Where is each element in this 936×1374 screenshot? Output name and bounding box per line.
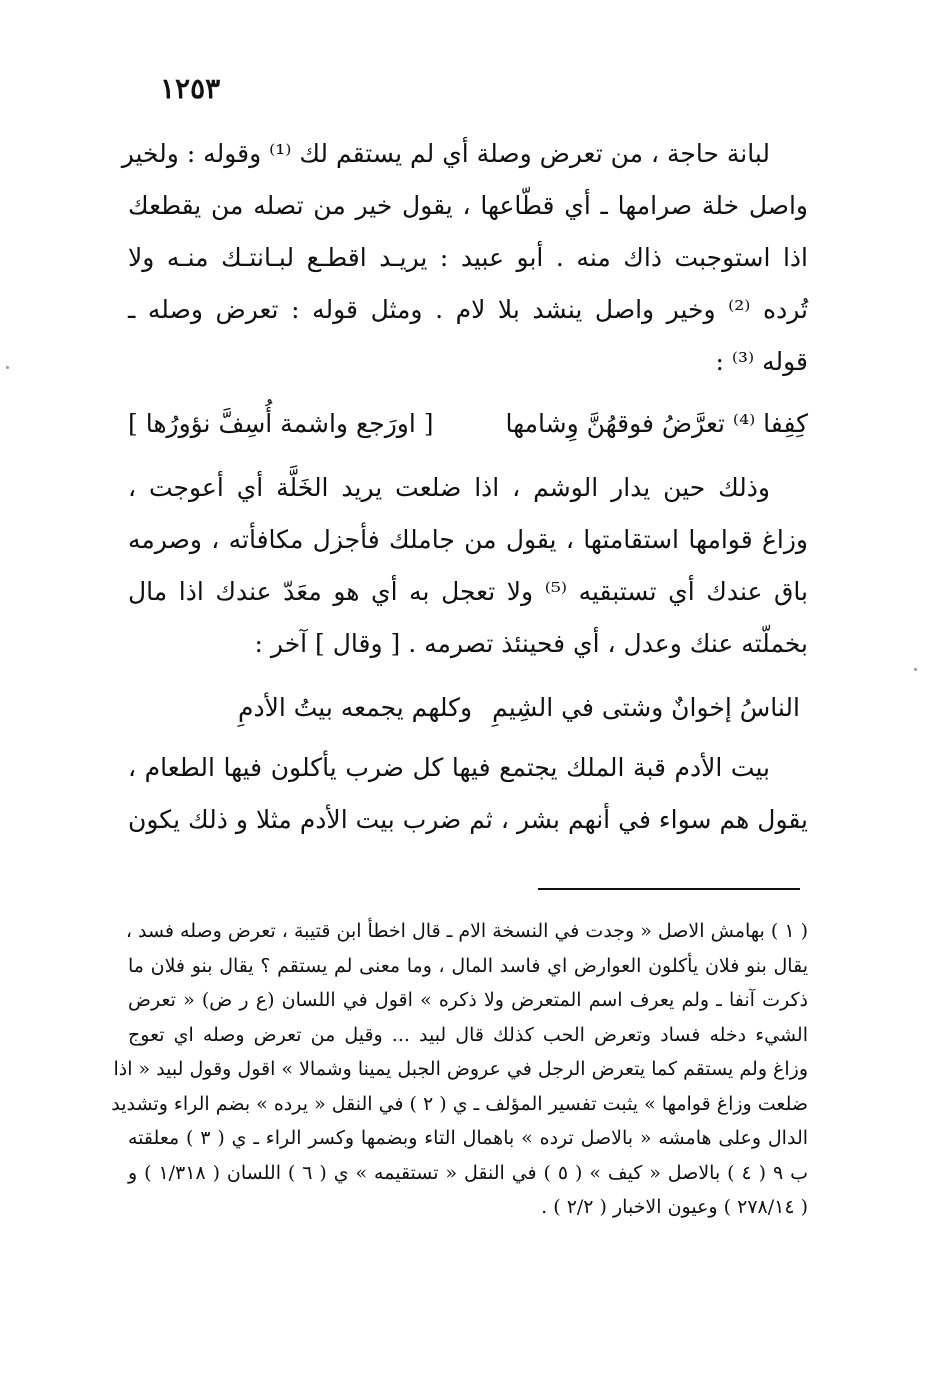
footnotes [111,914,809,1225]
text-line: اذا استوجبت ذاك منه . أبو عبيد : يريـد اقطـع لبـانتـك منـه ولا [128,243,808,272]
footnote-line: ضلعت وزاغ قوامها » يثبت تفسير المؤلف ـ ي ( ٢ ) في النقل « يرده » بضم الراء وتشديد [111,1092,808,1115]
footnote-line: ( ١ ) بهامش الاصل « وجدت في النسخة الام ـ قال اخطأ ابن قتيبة ، تعرض وصله فسد ، [125,920,808,942]
scan-speck [6,366,9,369]
footnote-line: وزاغ ولم يستقم كما يتعرض الرجل في عروض الجبل يمينا وشمالا » اقول وقول لبيد « اذا [113,1058,808,1080]
paragraph-3 [128,742,808,846]
text-line: بخملّته عنك وعدل ، أي فحينئذ تصرمه . [ وقال ] آخر : [254,629,808,658]
footnote-line: يقال بنو فلان يأكلون العوارض اي فاسد المال ، وما معنى لم يستقم ؟ يقال بنو فلان ما [128,954,808,977]
footnote-line: ذكرت آنفا ـ ولم يعرف اسم المتعرض ولا ذكره » اقول في اللسان (ع ر ض) « تعرض [128,989,808,1011]
footnote-line: ب ٩ ( ٤ ) بالاصل « كيف » ( ٥ ) في النقل « تستقيمه » ي ( ٦ ) اللسان ( ١/٣١٨ ) و [128,1161,809,1184]
page-number: ١٢٥٣ [160,72,221,105]
text-line: قوله ⁽³⁾ : [715,347,808,376]
footnote-divider [538,888,800,890]
footnote-line: ( ٢٧٨/١٤ ) وعيون الاخبار ( ٢/٢ ) . [541,1196,808,1218]
text-line: وذلك حين يدار الوشم ، اذا ضلعت يريد الخَلَّة أي أعوجت ، [128,473,770,502]
verse-hemistich-second: [ اورَجع واشمة أُسِفَّ نؤورُها ] [128,409,434,438]
paragraph-2 [128,462,808,670]
verse-hemistich-first: كِفِفا ⁽⁴⁾ تعرَّضُ فوقهُنَّ وِشامها [505,409,808,438]
verse-hemistich-second: وكلهم يجمعه بيتُ الأدمِ [237,693,473,722]
verse-2 [160,682,800,734]
text-line: باق عندك أي تستبقيه ⁽⁵⁾ ولا تعجل به أي هو معَدّ عندك اذا مال [128,577,809,606]
text-line: بيت الأدم قبة الملك يجتمع فيها كل ضرب يأكلون فيها الطعام ، [128,753,770,782]
paragraph-1 [121,128,809,388]
verse-1 [128,398,808,450]
text-line: واصل خلة صرامها ـ أي قطّاعها ، يقول خير من تصله من يقطعك [128,191,808,220]
text-line: وزاغ قوامها استقامتها ، يقول من جاملك فأجزل مكافأته ، وصرمه [128,525,808,554]
scan-speck [914,668,917,671]
footnote-line: الدال وعلى هامشه « بالاصل ترده » باهمال التاء وبضمها وكسر الراء ـ ي ( ٣ ) معلقته [128,1127,809,1149]
text-line: لبانة حاجة ، من تعرض وصلة أي لم يستقم لك ⁽¹⁾ وقوله : ولخير [121,139,770,168]
footnote-line: الشيء دخله فساد وتعرض الحب كذلك قال لبيد ... وقيل من تعرض وصله اي تعوج [128,1023,808,1046]
verse-hemistich-first: الناسُ إخوانٌ وشتى في الشِيمِ [492,693,800,722]
text-line: يقول هم سواء في أنهم بشر ، ثم ضرب بيت الأدم مثلا و ذلك يكون [128,805,808,834]
text-line: تُرده ⁽²⁾ وخير واصل ينشد بلا لام . ومثل قوله : تعرض وصله ـ [128,295,809,324]
